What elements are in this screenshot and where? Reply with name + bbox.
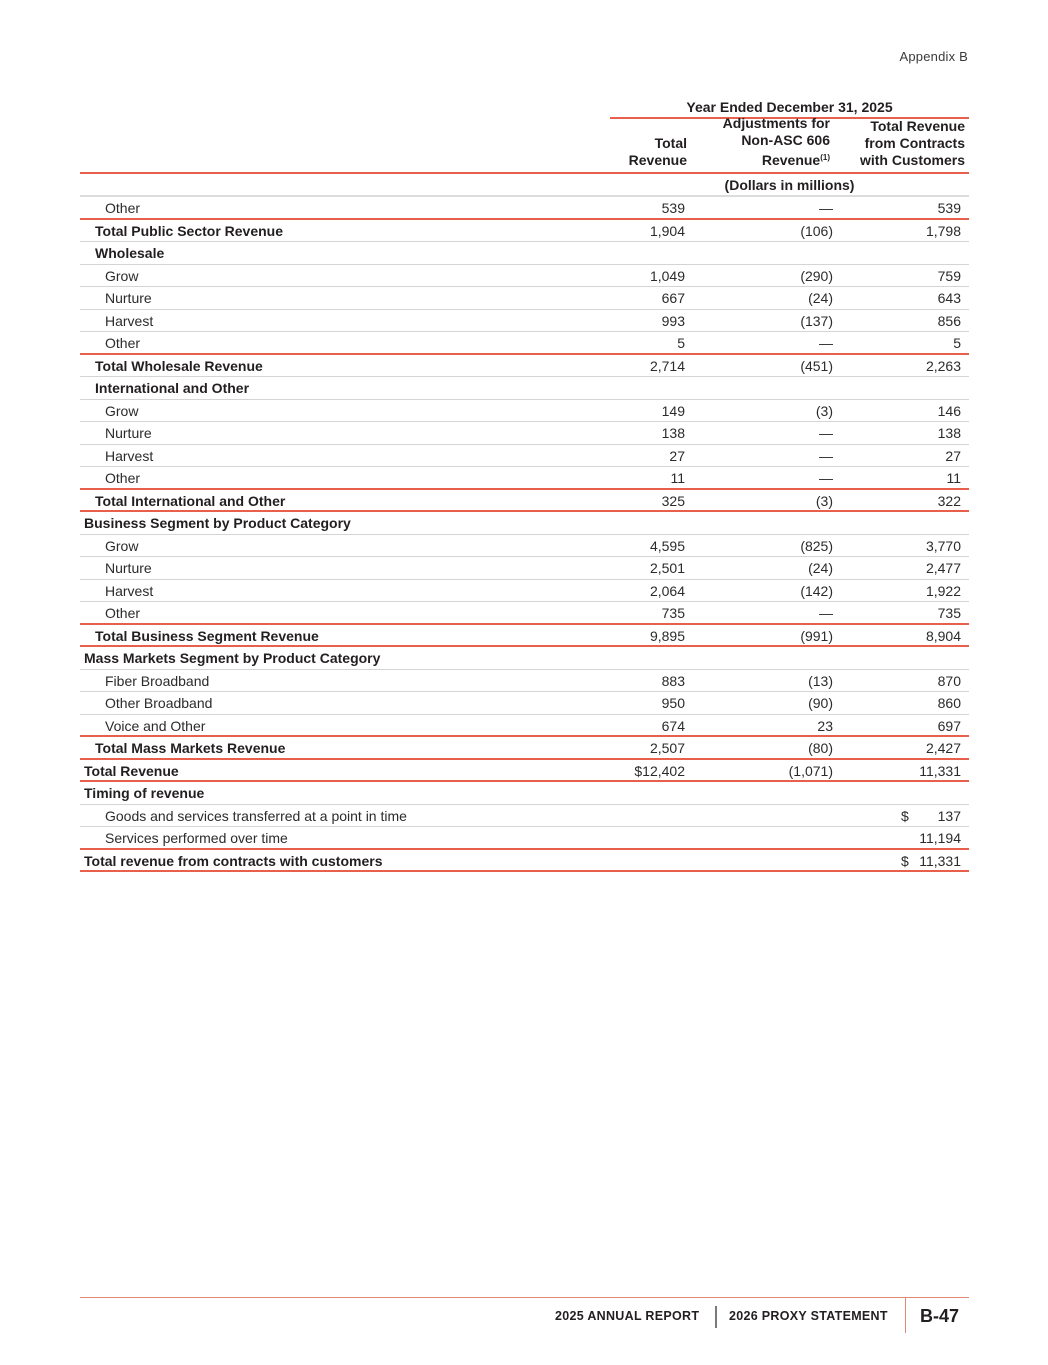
units-row [80, 174, 969, 197]
table-row [80, 377, 969, 400]
column-header-contracts-revenue: Total Revenue from Contracts with Customers [859, 118, 965, 168]
row-label: Services performed over time [105, 830, 288, 846]
row-label: Grow [105, 402, 139, 419]
table-row [80, 647, 969, 670]
row-label: Harvest [105, 582, 154, 599]
table-row [80, 287, 969, 310]
cell-contracts-revenue: 11,194 [919, 830, 961, 846]
row-label: Total Wholesale Revenue [95, 357, 263, 374]
cell-adjustments: (3) [815, 492, 833, 509]
column-headers [80, 115, 969, 174]
cell-adjustments: — [819, 470, 833, 486]
cell-total-revenue: 5 [677, 335, 685, 351]
cell-contracts-revenue: 539 [937, 200, 961, 216]
cell-contracts-revenue: 643 [937, 290, 961, 306]
table-row [80, 197, 969, 220]
cell-contracts-revenue: 146 [937, 402, 961, 419]
table-row [80, 692, 969, 715]
cell-total-revenue: 1,049 [649, 267, 685, 284]
cell-adjustments: (290) [800, 267, 833, 284]
cell-adjustments: (13) [808, 672, 833, 689]
cell-adjustments: — [819, 200, 833, 216]
cell-contracts-revenue: 11,331 [919, 762, 961, 779]
row-label: Timing of revenue [84, 785, 205, 801]
table-row [80, 737, 969, 760]
page-number: B-47 [920, 1306, 960, 1326]
table-row [80, 557, 969, 580]
table-row [80, 310, 969, 333]
row-label: Total Revenue [84, 762, 179, 779]
table-row [80, 422, 969, 445]
row-label: Other [105, 200, 141, 216]
cell-adjustments: (90) [808, 695, 833, 711]
row-label: Nurture [105, 290, 152, 306]
cell-contracts-revenue: 735 [937, 605, 961, 621]
column-header-total-revenue: Total Revenue [628, 135, 687, 168]
table-row [80, 400, 969, 423]
period-header: Year Ended December 31, 2025 [686, 99, 893, 115]
cell-total-revenue: 674 [661, 717, 685, 734]
footer-vertical-rule [905, 1297, 906, 1333]
footer-annual-report: 2025 ANNUAL REPORT [555, 1309, 700, 1323]
cell-contracts-revenue: 856 [937, 312, 961, 329]
row-label: Wholesale [95, 245, 165, 261]
cell-contracts-revenue: 2,427 [925, 740, 961, 756]
column-header-adjustments: Adjustments for Non-ASC 606 Revenue$^{(1)}$ [722, 115, 830, 168]
row-label: Total Public Sector Revenue [95, 222, 284, 239]
cell-total-revenue: 2,714 [649, 357, 685, 374]
cell-adjustments: (142) [800, 582, 833, 599]
table-row [80, 332, 969, 355]
units-label: (Dollars in millions) [724, 177, 855, 193]
row-label: Other [105, 470, 141, 486]
cell-adjustments: — [819, 447, 833, 464]
row-label: Other [105, 605, 141, 621]
row-label: Total Mass Markets Revenue [95, 740, 286, 756]
table-row [80, 850, 969, 873]
currency-symbol: $ [901, 807, 909, 824]
row-label: Grow [105, 537, 139, 554]
table-row [80, 580, 969, 603]
period-header-row [80, 96, 969, 118]
row-label: Harvest [105, 312, 154, 329]
cell-total-revenue: 2,501 [649, 560, 685, 576]
cell-contracts-revenue: 27 [945, 447, 961, 464]
cell-contracts-revenue: 2,477 [925, 560, 961, 576]
row-label: Nurture [105, 560, 152, 576]
cell-contracts-revenue: 3,770 [925, 537, 961, 554]
footer-rule [80, 1297, 969, 1298]
cell-contracts-revenue: 1,922 [925, 582, 961, 599]
cell-total-revenue: 325 [661, 492, 685, 509]
cell-contracts-revenue [901, 808, 961, 824]
cell-contracts-revenue: 2,263 [925, 357, 961, 374]
cell-value: 11,331 [919, 852, 961, 869]
cell-adjustments: (80) [808, 740, 833, 756]
revenue-table [80, 96, 969, 872]
table-row [80, 355, 969, 378]
table-row [80, 242, 969, 265]
cell-contracts-revenue: 860 [937, 695, 961, 711]
cell-total-revenue: 993 [661, 312, 685, 329]
cell-total-revenue: 883 [661, 672, 685, 689]
table-row [80, 805, 969, 828]
cell-total-revenue: 9,895 [649, 627, 685, 644]
cell-total-revenue: 149 [661, 402, 685, 419]
row-label: Business Segment by Product Category [84, 515, 351, 531]
table-row [80, 220, 969, 243]
footnote-marker: (1) [820, 153, 830, 162]
row-label: Other Broadband [105, 695, 213, 711]
cell-adjustments: (3) [815, 402, 833, 419]
table-row [80, 490, 969, 513]
cell-adjustments: — [819, 425, 833, 441]
cell-adjustments: 23 [817, 717, 833, 734]
cell-contracts-revenue: 138 [937, 425, 961, 441]
cell-total-revenue: 11 [670, 470, 685, 486]
table-row [80, 827, 969, 850]
row-label: Other [105, 335, 141, 351]
cell-adjustments: (991) [800, 627, 833, 644]
cell-adjustments: — [819, 605, 833, 621]
cell-adjustments: (24) [808, 560, 833, 576]
row-label: Harvest [105, 447, 154, 464]
cell-contracts-revenue: 5 [953, 335, 961, 351]
cell-total-revenue: 4,595 [649, 537, 685, 554]
table-row [80, 265, 969, 288]
table-body [80, 197, 969, 872]
cell-total-revenue: 950 [661, 695, 685, 711]
cell-adjustments: (106) [800, 222, 833, 239]
cell-adjustments: (451) [800, 357, 833, 374]
cell-contracts-revenue [901, 853, 961, 869]
row-label: Total International and Other [95, 492, 286, 509]
appendix-label: Appendix B [899, 49, 968, 64]
cell-total-revenue: $12,402 [634, 762, 685, 779]
cell-value: 137 [937, 807, 961, 824]
cell-contracts-revenue: 8,904 [925, 627, 961, 644]
cell-contracts-revenue: 11 [946, 470, 961, 486]
cell-contracts-revenue: 322 [937, 492, 961, 509]
footer-separator [715, 1306, 717, 1328]
cell-adjustments: (1,071) [788, 762, 833, 779]
table-row [80, 625, 969, 648]
row-label: Total Business Segment Revenue [95, 627, 319, 644]
cell-total-revenue: 2,064 [649, 582, 685, 599]
table-row [80, 467, 969, 490]
row-label: Fiber Broadband [105, 672, 210, 689]
table-row [80, 760, 969, 783]
table-row [80, 512, 969, 535]
cell-total-revenue: 735 [661, 605, 685, 621]
cell-total-revenue: 539 [661, 200, 685, 216]
cell-total-revenue: 2,507 [649, 740, 685, 756]
cell-contracts-revenue: 870 [937, 672, 961, 689]
row-label: Goods and services transferred at a point in time [105, 807, 407, 824]
cell-contracts-revenue: 759 [937, 267, 961, 284]
cell-adjustments: (137) [800, 312, 833, 329]
currency-symbol: $ [901, 852, 909, 869]
table-row [80, 670, 969, 693]
table-row [80, 602, 969, 625]
row-label: Grow [105, 267, 139, 284]
footer-proxy-statement: 2026 PROXY STATEMENT [729, 1309, 888, 1323]
row-label: Total revenue from contracts with customers [84, 852, 383, 869]
row-label: Mass Markets Segment by Product Category [84, 650, 381, 666]
cell-contracts-revenue: 697 [937, 717, 961, 734]
table-row [80, 782, 969, 805]
table-row [80, 445, 969, 468]
cell-total-revenue: 667 [661, 290, 685, 306]
cell-total-revenue: 27 [669, 447, 685, 464]
cell-adjustments: — [819, 335, 833, 351]
table-row [80, 715, 969, 738]
cell-total-revenue: 1,904 [649, 222, 685, 239]
cell-contracts-revenue: 1,798 [925, 222, 961, 239]
row-label: Voice and Other [105, 717, 206, 734]
table-row [80, 535, 969, 558]
row-label: International and Other [95, 380, 250, 396]
row-label: Nurture [105, 425, 152, 441]
cell-adjustments: (24) [808, 290, 833, 306]
cell-total-revenue: 138 [661, 425, 685, 441]
cell-adjustments: (825) [800, 537, 833, 554]
